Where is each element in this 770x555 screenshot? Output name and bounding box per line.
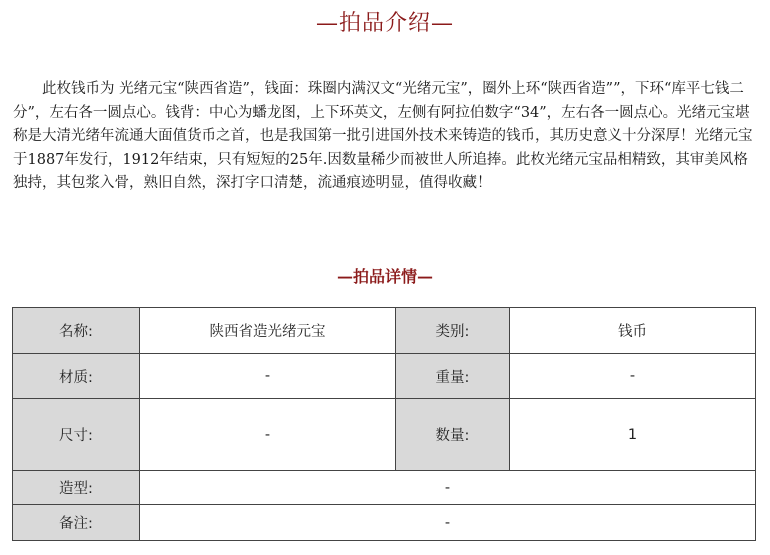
- intro-paragraph: 此枚钱币为 光绪元宝“陕西省造”，钱面：珠圈内满汉文“光绪元宝”，圈外上环“陕西省造””，下环“库平七钱二分”，左右各一圆点心。钱背：中心为蟠龙图，上下环英文，左侧有阿拉伯数字“34”，左右各一圆点心。光绪元宝堪称是大清光绪年流通大面值货币之首，也是我国第一批引进国外技术来铸造的钱币，其历史意义十分深厚！光绪元宝于1887年发行，1912年结束，只有短短的25年.因数量稀少而被世人所追捧。此枚光绪元宝品相精致，其审美风格独持，其包浆入骨，熟旧自然，深打字口清楚，流通痕迹明显，值得收藏！: [13, 81, 753, 191]
- details-table: [12, 307, 756, 541]
- name-value: 陕西省造光绪元宝: [140, 308, 396, 354]
- weight-label: 重量:: [396, 354, 510, 399]
- category-value: 钱币: [510, 308, 756, 354]
- table-row: [13, 399, 756, 471]
- size-label: 尺寸:: [13, 399, 140, 471]
- name-label: 名称:: [13, 308, 140, 354]
- material-label: 材质:: [13, 354, 140, 399]
- material-value: -: [140, 354, 396, 399]
- size-value: -: [140, 399, 396, 471]
- quantity-value: 1: [510, 399, 756, 471]
- quantity-label: 数量:: [396, 399, 510, 471]
- shape-value: -: [140, 471, 756, 505]
- details-section-title: —拍品详情—: [336, 267, 433, 286]
- table-row: [13, 505, 756, 541]
- table-row: [13, 471, 756, 505]
- table-row: [13, 308, 756, 354]
- category-label: 类别:: [396, 308, 510, 354]
- remarks-value: -: [140, 505, 756, 541]
- table-row: [13, 354, 756, 399]
- intro-section-title: —拍品介绍—: [315, 11, 454, 36]
- shape-label: 造型:: [13, 471, 140, 505]
- weight-value: -: [510, 354, 756, 399]
- remarks-label: 备注:: [13, 505, 140, 541]
